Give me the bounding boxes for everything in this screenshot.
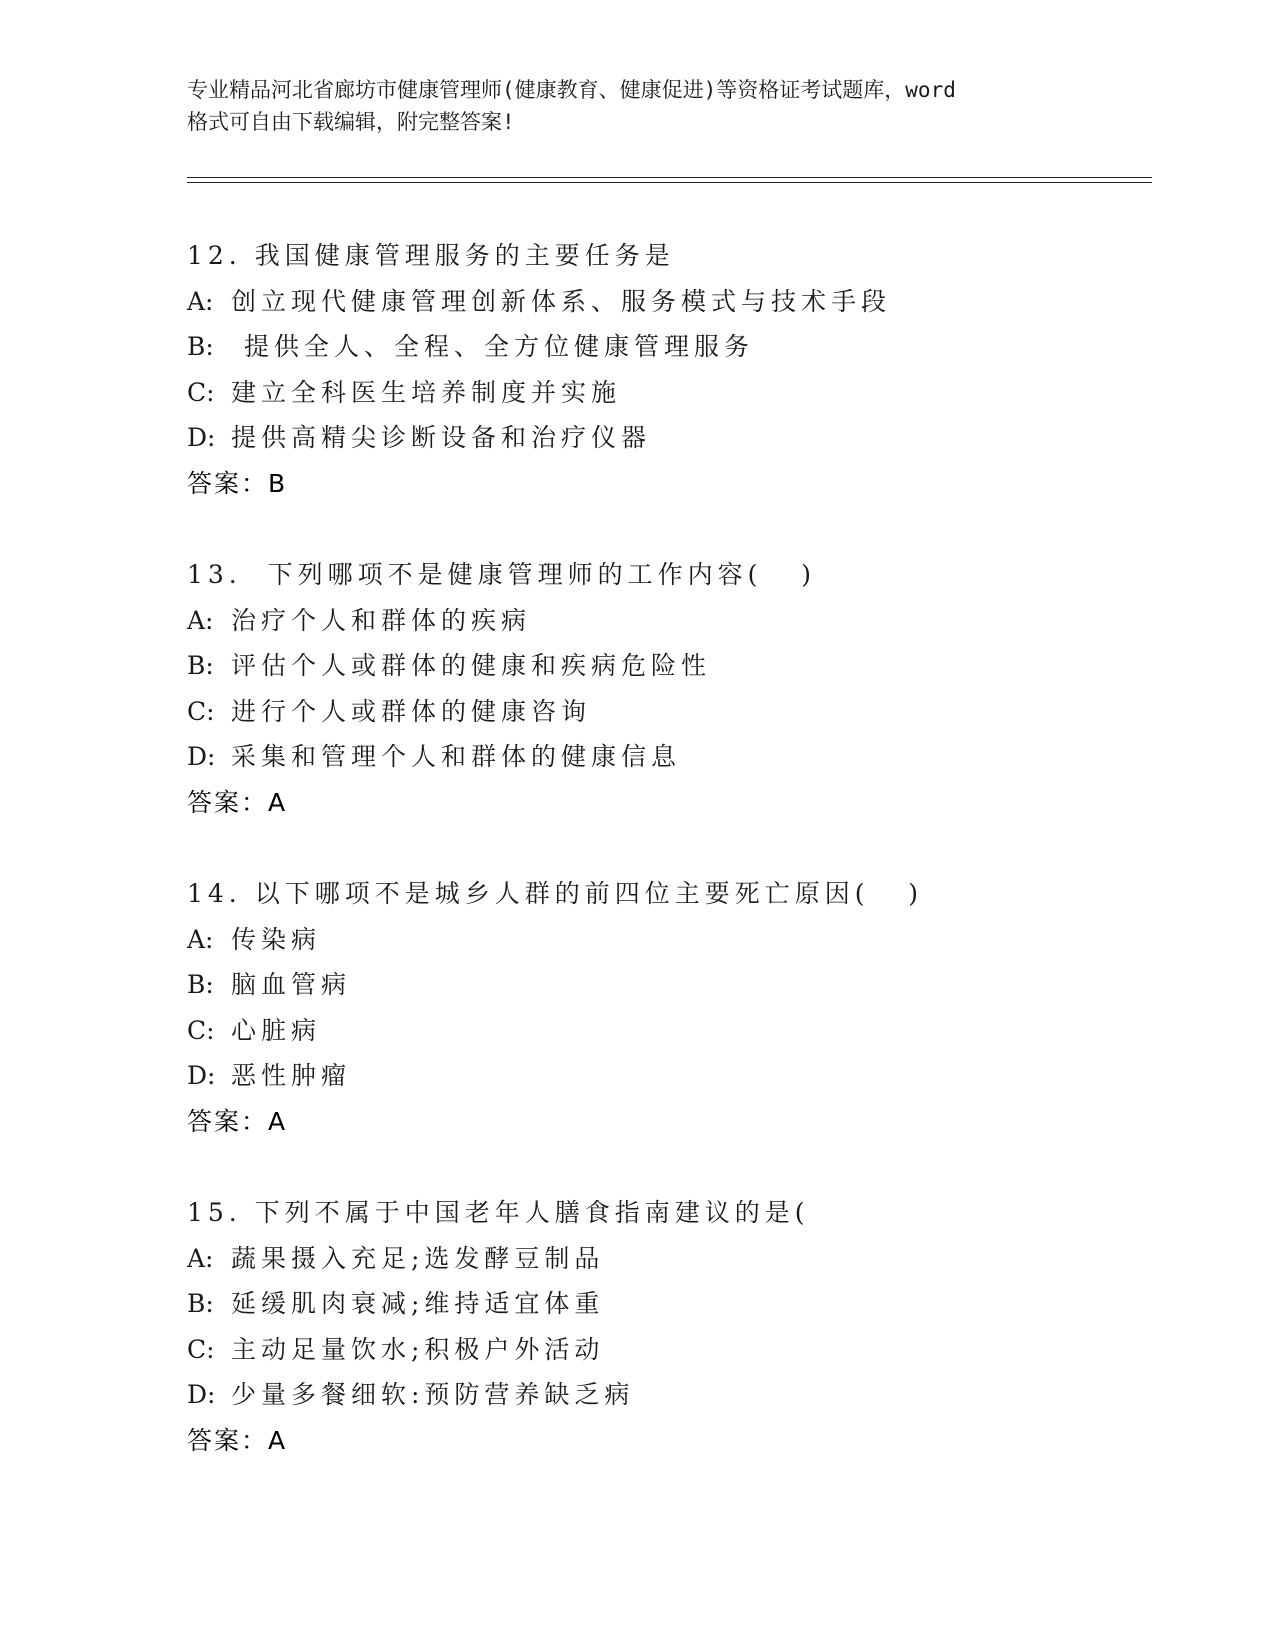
answer: 答案：A — [187, 1425, 288, 1455]
option-a — [187, 917, 1167, 963]
option-key: C: — [187, 377, 215, 407]
question-title: 12. 我国健康管理服务的主要任务是 — [187, 241, 675, 270]
option-a — [187, 279, 1167, 325]
option-text: 治疗个人和群体的疾病 — [231, 605, 532, 635]
option-text: 恶性肿瘤 — [231, 1061, 352, 1090]
option-c — [187, 1008, 1167, 1054]
option-text: 提供高精尖诊断设备和治疗仪器 — [231, 423, 652, 452]
option-b — [187, 643, 1167, 689]
answer: 答案：B — [187, 468, 288, 498]
option-text: 少量多餐细软:预防营养缺乏病 — [231, 1380, 635, 1409]
option-key: C: — [187, 1334, 215, 1364]
option-key: A: — [187, 1243, 214, 1273]
option-key: A: — [187, 605, 214, 635]
option-text: 建立全科医生培养制度并实施 — [231, 377, 622, 407]
option-c — [187, 689, 1167, 735]
option-key: A: — [187, 924, 214, 954]
header-note — [187, 74, 1087, 138]
option-key: D: — [187, 1380, 216, 1409]
option-text: 延缓肌肉衰减;维持适宜体重 — [231, 1289, 605, 1318]
question-title: 14. 以下哪项不是城乡人群的前四位主要死亡原因( ) — [187, 879, 924, 908]
option-key: D: — [187, 423, 216, 452]
option-c — [187, 370, 1167, 416]
option-key: B: — [187, 651, 214, 680]
option-text: 主动足量饮水;积极户外活动 — [231, 1334, 605, 1364]
header-line-2: 格式可自由下载编辑，附完整答案! — [187, 110, 515, 134]
header-line-1: 专业精品河北省廊坊市健康管理师(健康教育、健康促进)等资格证考试题库，word — [187, 78, 956, 102]
option-key: B: — [187, 970, 214, 999]
option-d — [187, 415, 1167, 461]
option-key: D: — [187, 1061, 216, 1090]
question-14 — [187, 871, 1167, 1144]
option-b — [187, 324, 1167, 370]
option-a — [187, 598, 1167, 644]
option-text: 采集和管理个人和群体的健康信息 — [231, 742, 682, 771]
option-text: 蔬果摄入充足;选发酵豆制品 — [231, 1243, 605, 1273]
option-key: C: — [187, 1015, 215, 1045]
question-13 — [187, 552, 1167, 825]
option-b — [187, 962, 1167, 1008]
header-rule-top — [187, 177, 1152, 178]
option-d — [187, 1053, 1167, 1099]
question-list — [187, 233, 1167, 1509]
option-key: B: — [187, 332, 214, 361]
question-12 — [187, 233, 1167, 506]
option-key: B: — [187, 1289, 214, 1318]
question-title: 13. 下列哪项不是健康管理师的工作内容( ) — [187, 560, 817, 589]
option-key: A: — [187, 286, 214, 316]
option-text: 心脏病 — [231, 1015, 322, 1045]
option-text: 脑血管病 — [231, 970, 352, 999]
option-text: 进行个人或群体的健康咨询 — [231, 696, 592, 726]
option-c — [187, 1327, 1167, 1373]
option-key: D: — [187, 742, 216, 771]
option-b — [187, 1281, 1167, 1327]
option-d — [187, 1372, 1167, 1418]
question-15 — [187, 1190, 1167, 1463]
option-text: 传染病 — [231, 924, 322, 954]
option-text: 提供全人、全程、全方位健康管理服务 — [231, 332, 754, 361]
header-rule-bottom — [187, 182, 1152, 183]
option-a — [187, 1236, 1167, 1282]
option-text: 评估个人或群体的健康和疾病危险性 — [231, 651, 712, 680]
option-d — [187, 734, 1167, 780]
answer: 答案：A — [187, 1106, 288, 1136]
question-title: 15. 下列不属于中国老年人膳食指南建议的是( — [187, 1198, 810, 1227]
option-text: 创立现代健康管理创新体系、服务模式与技术手段 — [231, 286, 892, 316]
option-key: C: — [187, 696, 215, 726]
answer: 答案：A — [187, 787, 288, 817]
